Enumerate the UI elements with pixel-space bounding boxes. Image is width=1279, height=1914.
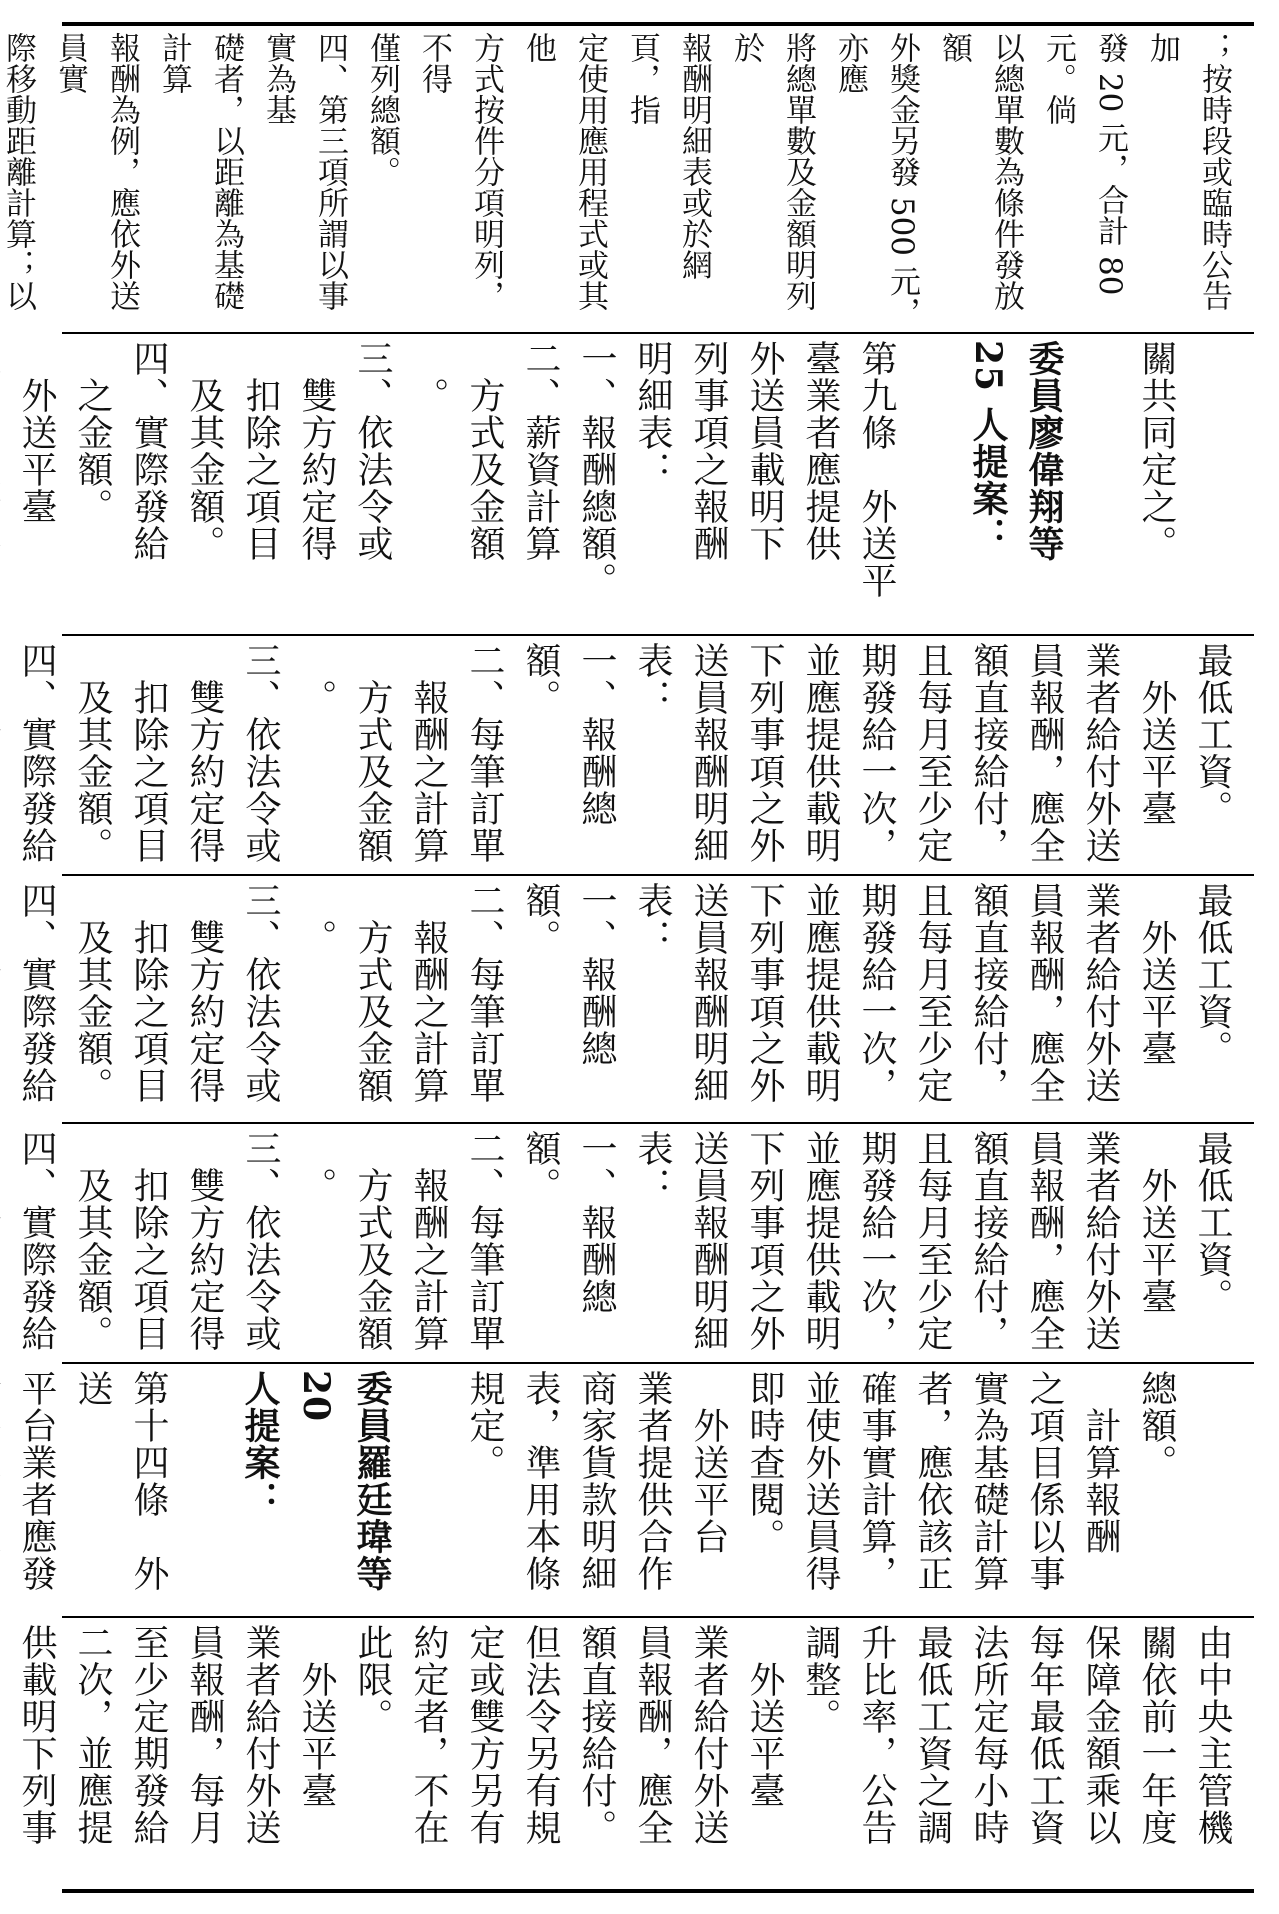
- section-5: [16, 1124, 1254, 1362]
- section-2-text: [0, 340, 1240, 599]
- section-4-text: 最低工資。 外送平臺 業者給付外送 員報酬，應全 額直接給付， 且每月至少定 期發給一次， 並應提供載明 下列事項之外 送員報酬明細 表： 一、報酬總額。 二、每筆訂單 報酬之計算 方式及金額 。 三、依法令或 雙方約定得 扣除之項目 及其金額。 四、實際發給: [16, 882, 1233, 1104]
- bottom-rule: [62, 1889, 1254, 1893]
- section-1: [0, 26, 1254, 332]
- section-3: [16, 636, 1254, 874]
- section-5-text: 最低工資。 外送平臺 業者給付外送 員報酬，應全 額直接給付， 且每月至少定 期發給一次， 並應提供載明 下列事項之外 送員報酬明細 表： 一、報酬總額。 二、每筆訂單 報酬之計算 方式及金額 。 三、依法令或 雙方約定得 扣除之項目 及其金額。 四、實際發給: [16, 1130, 1233, 1352]
- section-2-heading: 委員廖偉翔等 25 人提案：: [967, 340, 1065, 562]
- section-6-intro: 總額。 計算報酬 之項目係以事 實為基礎計算 者，應依該正 確事實計算， 並使外送員得 即時查閱。 外送平台 業者提供合作 商家貨款明細 表，準用本條 規定。: [464, 1370, 1177, 1592]
- section-6-text: [0, 1370, 1240, 1616]
- section-2: [16, 334, 1254, 634]
- section-6: [16, 1364, 1254, 1616]
- section-6-heading: 委員羅廷瑋等 20 人提案：: [239, 1370, 393, 1592]
- section-1-text: ；按時段或臨時公告加 發 20 元，合計 80 元。倘 以總單數為條件發放額 外獎金另發 500 元，亦應 將總單數及金額明列於 報酬明細表或於網頁，指 定使用應用程式或其他 方式按件分項明列，不得 僅列總額。 四、第三項所謂以事實為基 礎者，以距離為基礎計算 報酬為例，應依外送員實 際移動距離計算；以: [0, 32, 1232, 328]
- section-7-text: 由中央主管機 關依前一年度 保障金額乘以 每年最低工資 法所定每小時 最低工資之調 升比率，公告 調整。 外送平臺 業者給付外送 員報酬，應全 額直接給付。 但法令另有規 定或雙方另有 約定者，不在 此限。 外送平臺 業者給付外送 員報酬，每月 至少定期發給 二次，並應提 供載明下列事: [16, 1624, 1233, 1846]
- section-2-intro: 關共同定之。: [1136, 340, 1177, 562]
- section-2-body: 第九條 外送平 臺業者應提供 外送員載明下 列事項之報酬 明細表： 一、報酬總額。 二、薪資計算 方式及金額 。 三、依法令或 雙方約定得 扣除之項目 及其金額。 四、實際發給 之金額。 外送平臺: [16, 340, 897, 599]
- section-6-body: 第十四條 外送 平台業者應發: [16, 1370, 169, 1592]
- section-4: [16, 876, 1254, 1122]
- section-7: [16, 1618, 1254, 1889]
- section-3-text: 最低工資。 外送平臺 業者給付外送 員報酬，應全 額直接給付， 且每月至少定 期發給一次， 並應提供載明 下列事項之外 送員報酬明細 表： 一、報酬總額。 二、每筆訂單 報酬之計算 方式及金額 。 三、依法令或 雙方約定得 扣除之項目 及其金額。 四、實際發給: [16, 642, 1233, 864]
